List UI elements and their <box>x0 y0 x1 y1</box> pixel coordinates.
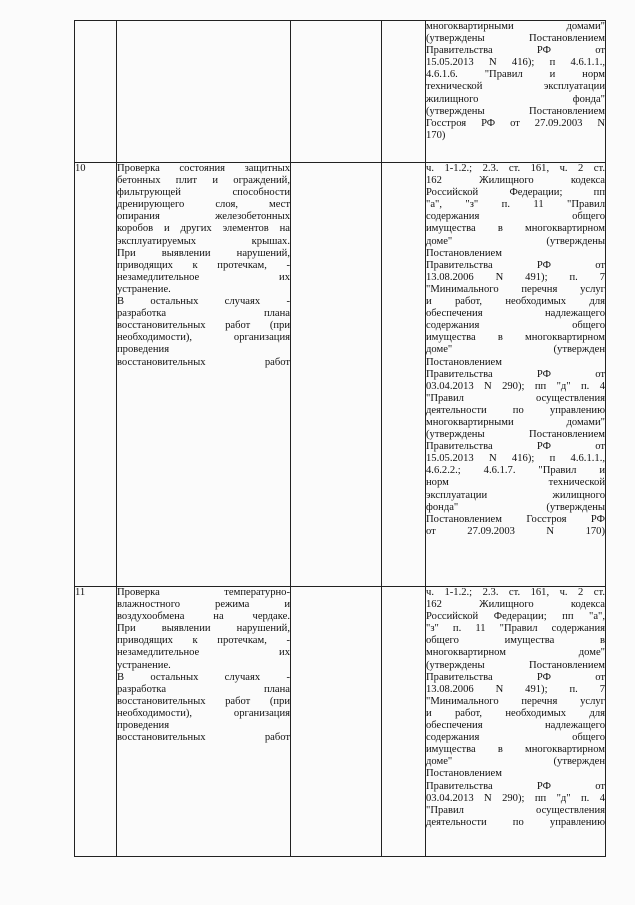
text-line: "Минимального перечня услуг <box>426 283 605 295</box>
text-line: содержания общего <box>426 732 605 744</box>
text-line: (утверждены Постановлением <box>426 659 605 671</box>
text-line: Правительства РФ от <box>426 259 605 271</box>
text-line: 162 Жилищного кодекса <box>426 599 605 611</box>
text-line: Постановлением <box>426 356 502 368</box>
text-line: Правительства РФ от <box>426 780 605 792</box>
text-line: имущества в многоквартирном <box>426 332 605 344</box>
text-line: и работ, необходимых для <box>426 707 605 719</box>
text-line: приводящих к протечкам, - <box>117 635 290 647</box>
text-line: 15.05.2013 N 416); п 4.6.1.1., <box>426 57 605 69</box>
text-line: 170) <box>426 129 446 141</box>
text-line: ч. 1-1.2.; 2.3. ст. 161, ч. 2 ст. <box>426 163 605 174</box>
text-line: 4.6.2.2.; 4.6.1.7. "Правил и <box>426 465 605 477</box>
text-line: При выявлении нарушений, <box>117 623 290 635</box>
text-line: 13.08.2006 N 491); п. 7 <box>426 683 605 695</box>
text-line: 4.6.1.6. "Правил и норм <box>426 69 605 81</box>
text-line: влажностного режима и <box>117 599 290 611</box>
text-line: (утверждены Постановлением <box>426 33 605 45</box>
text-line: имущества в многоквартирном <box>426 223 605 235</box>
text-line: обеспечения надлежащего <box>426 308 605 320</box>
text-line: 15.05.2013 N 416); п 4.6.1.1., <box>426 453 605 465</box>
text-line: 03.04.2013 N 290); пп "д" п. 4 <box>426 792 605 804</box>
text-line: и работ, необходимых для <box>426 296 605 308</box>
text-line: "з" п. 11 "Правил содержания <box>426 623 605 635</box>
text-line: от 27.09.2003 N 170) <box>426 525 605 537</box>
text-line: опирания железобетонных <box>117 211 290 223</box>
empty-cell <box>382 587 426 857</box>
text-line: 162 Жилищного кодекса <box>426 175 605 187</box>
text-line: Постановлением <box>426 247 502 259</box>
legal-reference <box>426 587 606 857</box>
text-line: разработка плана <box>117 308 290 320</box>
text-line: доме" (утвержден <box>426 344 605 356</box>
text-line: 03.04.2013 N 290); пп "д" п. 4 <box>426 380 605 392</box>
text-line: Постановлением Госстроя РФ <box>426 513 605 525</box>
text-line: Проверка состояния защитных <box>117 163 290 174</box>
text-line: эксплуатируемых крышах. <box>117 235 290 247</box>
text-line: "а", "з" п. 11 "Правил <box>426 199 605 211</box>
row-number: 10 <box>75 163 117 587</box>
text-line: незамедлительное их <box>117 647 290 659</box>
table-row <box>75 587 606 857</box>
text-line: коробов и других элементов на <box>117 223 290 235</box>
text-line: "Правил осуществления <box>426 804 605 816</box>
text-line: Постановлением <box>426 768 502 780</box>
row-number <box>75 21 117 163</box>
text-line: бетонных плит и ограждений, <box>117 175 290 187</box>
empty-cell <box>382 163 426 587</box>
text-line: устранение. <box>117 659 171 671</box>
text-line: деятельности по управлению <box>426 404 605 416</box>
text-line: восстановительных работ (при <box>117 695 290 707</box>
text-line: В остальных случаях - <box>117 671 290 683</box>
work-description <box>117 21 291 163</box>
text-line: устранение. <box>117 283 171 295</box>
text-line: Правительства РФ от <box>426 368 605 380</box>
text-line: восстановительных работ <box>117 732 290 744</box>
regulation-table <box>74 20 606 857</box>
work-description <box>117 587 291 857</box>
text-line: Правительства РФ от <box>426 45 605 57</box>
text-line: многоквартирными домами" <box>426 416 605 428</box>
text-line: фильтрующей способности <box>117 187 290 199</box>
table-row <box>75 163 606 587</box>
text-line: Российской Федерации; пп "а", <box>426 611 605 623</box>
legal-reference <box>426 163 606 587</box>
text-line: Проверка температурно- <box>117 587 290 598</box>
text-line: "Минимального перечня услуг <box>426 695 605 707</box>
text-line: ч. 1-1.2.; 2.3. ст. 161, ч. 2 ст. <box>426 587 605 598</box>
text-line: Российской Федерации; пп <box>426 187 605 199</box>
text-line: (утверждены Постановлением <box>426 429 605 441</box>
table-row <box>75 21 606 163</box>
text-line: проведения <box>117 344 170 356</box>
text-line: содержания общего <box>426 211 605 223</box>
empty-cell <box>382 21 426 163</box>
text-line: эксплуатации жилищного <box>426 489 605 501</box>
text-line: При выявлении нарушений, <box>117 247 290 259</box>
text-line: технической эксплуатации <box>426 81 605 93</box>
text-line: имущества в многоквартирном <box>426 744 605 756</box>
text-line: восстановительных работ <box>117 356 290 368</box>
text-line: Правительства РФ от <box>426 441 605 453</box>
text-line: многоквартирными домами" <box>426 21 605 32</box>
text-line: необходимости), организация <box>117 707 290 719</box>
row-number: 11 <box>75 587 117 857</box>
text-line: обеспечения надлежащего <box>426 720 605 732</box>
text-line: норм технической <box>426 477 605 489</box>
text-line: разработка плана <box>117 683 290 695</box>
text-line: дренирующего слоя, мест <box>117 199 290 211</box>
text-line: (утверждены Постановлением <box>426 105 605 117</box>
text-line: многоквартирном доме" <box>426 647 605 659</box>
text-line: деятельности по управлению <box>426 816 605 828</box>
text-line: доме" (утвержден <box>426 756 605 768</box>
empty-cell <box>291 163 382 587</box>
text-line: Госстроя РФ от 27.09.2003 N <box>426 117 605 129</box>
text-line: необходимости), организация <box>117 332 290 344</box>
text-line: фонда" (утверждены <box>426 501 605 513</box>
text-line: содержания общего <box>426 320 605 332</box>
work-description <box>117 163 291 587</box>
text-line: жилищного фонда" <box>426 93 605 105</box>
text-line: доме" (утверждены <box>426 235 605 247</box>
text-line: незамедлительное их <box>117 271 290 283</box>
legal-reference <box>426 21 606 163</box>
text-line: воздухообмена на чердаке. <box>117 611 290 623</box>
text-line: 13.08.2006 N 491); п. 7 <box>426 271 605 283</box>
empty-cell <box>291 21 382 163</box>
text-line: приводящих к протечкам, - <box>117 259 290 271</box>
text-line: В остальных случаях - <box>117 296 290 308</box>
text-line: общего имущества в <box>426 635 605 647</box>
text-line: "Правил осуществления <box>426 392 605 404</box>
text-line: восстановительных работ (при <box>117 320 290 332</box>
text-line: проведения <box>117 720 170 732</box>
empty-cell <box>291 587 382 857</box>
text-line: Правительства РФ от <box>426 671 605 683</box>
